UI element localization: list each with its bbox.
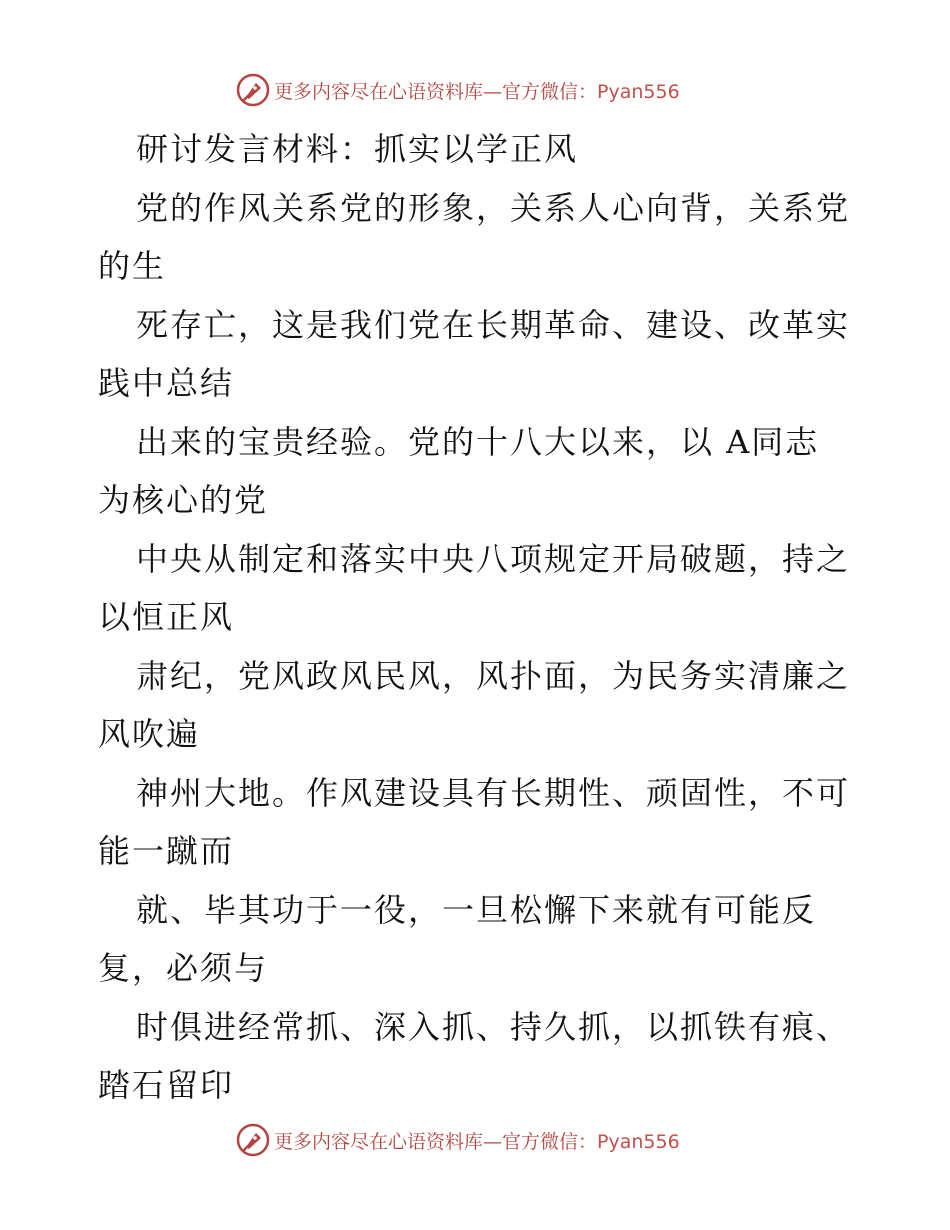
banner-wechat-label: 官方微信： — [502, 1130, 598, 1153]
document-body — [98, 120, 858, 1115]
footer-banner — [236, 1122, 680, 1158]
banner-text — [274, 77, 680, 104]
text-line: 为核心的党 — [98, 481, 269, 519]
banner-wechat-id: Pyan556 — [597, 1130, 680, 1153]
banner-site-text: 更多内容尽在心语资料库 — [274, 1130, 484, 1153]
text-line: 就、毕其功于一役，一旦松懈下来就有可能反 — [136, 890, 817, 929]
text-line: 肃纪，党风政风民风，风扑面，为民务实清廉之 — [136, 656, 851, 695]
text-line: 出来的宝贵经验。党的十八大以来，以 A同志 — [136, 422, 820, 461]
text-line: 践中总结 — [98, 364, 235, 402]
pen-nib-logo-icon — [236, 73, 270, 107]
text-line: 的生 — [98, 247, 167, 285]
text-line: 中央从制定和落实中央八项规定开局破题，持之 — [136, 539, 851, 578]
banner-wechat-id: Pyan556 — [597, 80, 680, 103]
pen-nib-logo-icon — [236, 1123, 270, 1157]
text-line: 党的作风关系党的形象，关系人心向背，关系党 — [136, 188, 851, 227]
document-title: 研讨发言材料：抓实以学正风 — [136, 130, 579, 168]
banner-wechat-label: 官方微信： — [502, 80, 598, 103]
text-line: 能一蹴而 — [98, 832, 235, 870]
banner-separator: — — [483, 1130, 503, 1153]
text-line: 时俱进经常抓、深入抓、持久抓，以抓铁有痕、 — [136, 1007, 851, 1046]
header-banner — [236, 72, 680, 108]
text-line: 死存亡，这是我们党在长期革命、建设、改革实 — [136, 305, 851, 344]
banner-text — [274, 1127, 680, 1154]
banner-site-text: 更多内容尽在心语资料库 — [274, 80, 484, 103]
text-line: 神州大地。作风建设具有长期性、顽固性，不可 — [136, 773, 851, 812]
banner-separator: — — [483, 80, 503, 103]
text-line: 以恒正风 — [98, 598, 235, 636]
text-line: 风吹遍 — [98, 715, 201, 753]
text-line: 踏石留印 — [98, 1066, 235, 1104]
text-line: 复，必须与 — [98, 949, 269, 987]
